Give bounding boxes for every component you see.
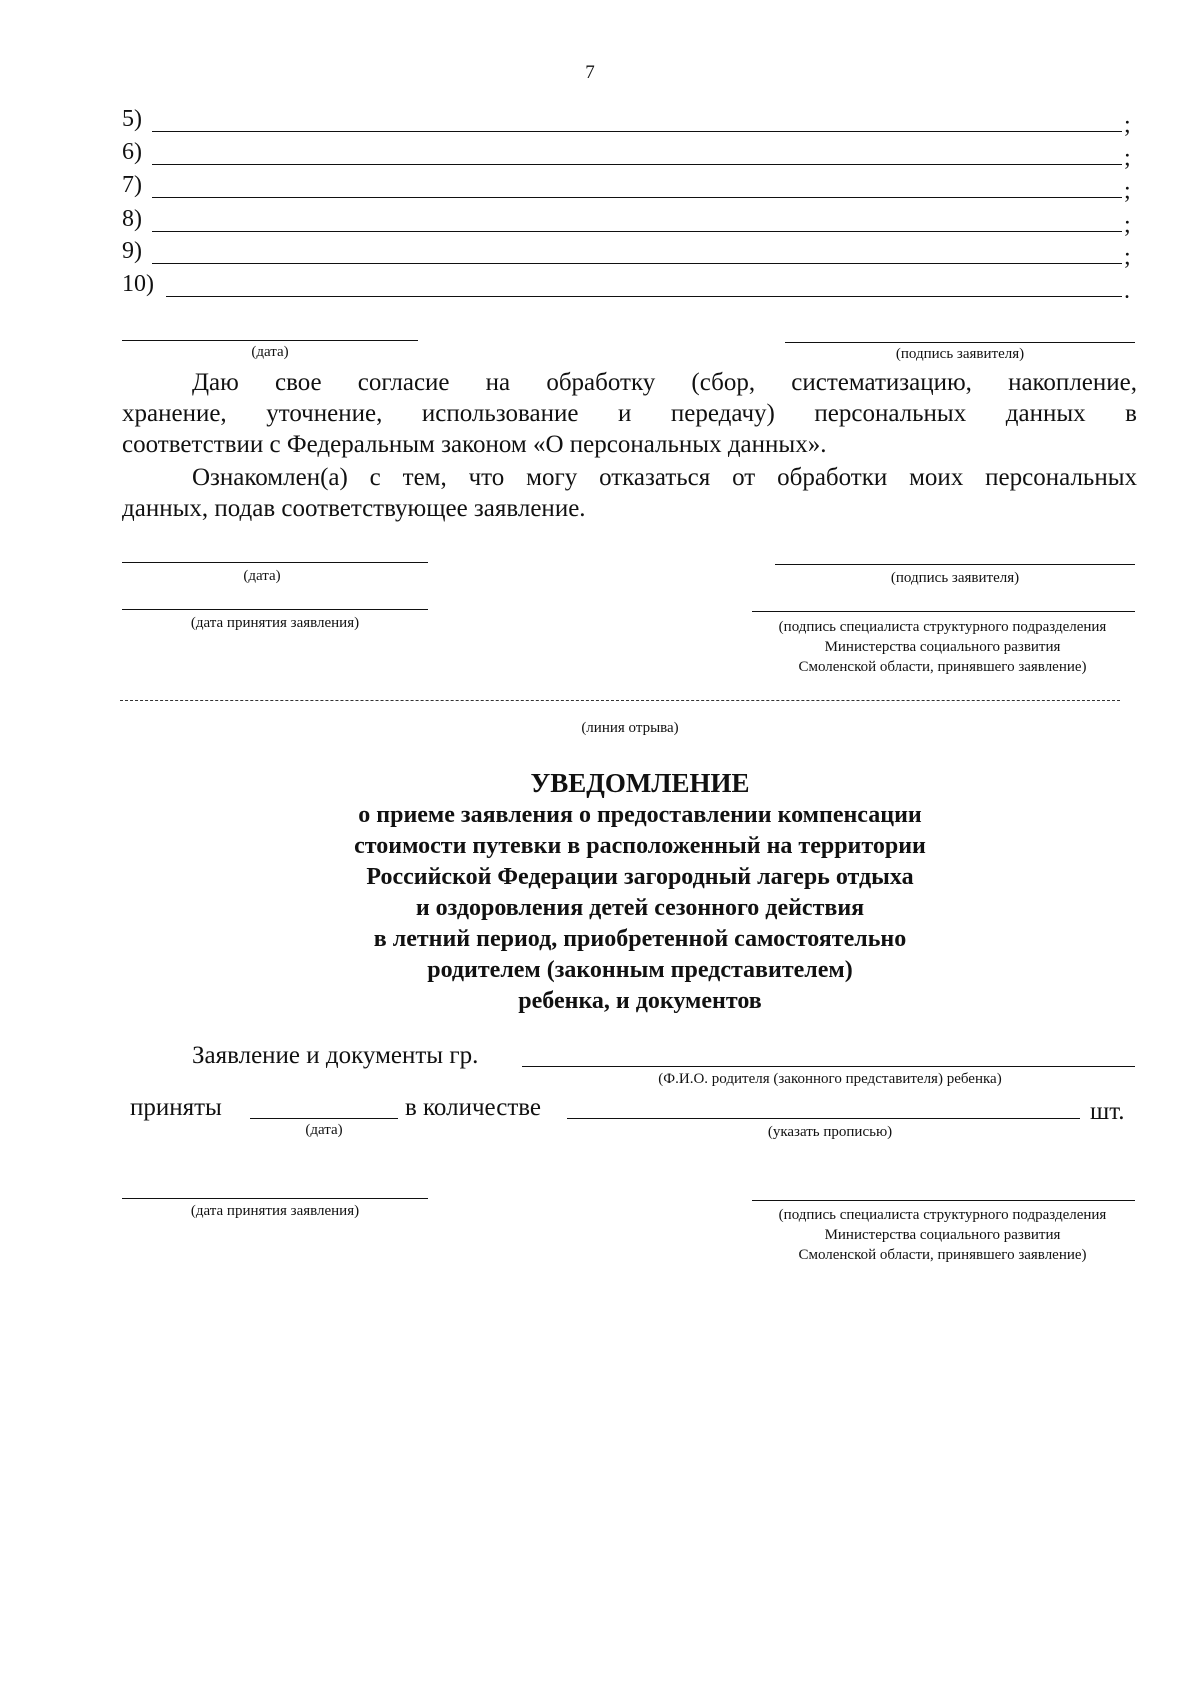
list-item-number: 10) [122,271,154,297]
notice-subtitle-line: о приеме заявления о предоставлении компенсации [358,802,922,828]
specialist-signature-caption [735,617,1150,677]
quantity-field[interactable] [567,1118,1080,1119]
quantity-label: в количестве [405,1094,542,1121]
caption-line: Министерства социального развития [824,639,1061,655]
list-item-end: ; [1124,178,1131,204]
acceptance-date-line[interactable] [122,1198,428,1199]
notice-subtitle-line: стоимости путевки в расположенный на территории [354,833,926,859]
caption-line: Смоленской области, принявшего заявление) [798,659,1087,675]
list-item-end: ; [1124,145,1131,171]
acceptance-date-caption: (дата принятия заявления) [190,615,360,631]
date-signature-line[interactable] [122,562,428,563]
acceptance-date-line[interactable] [122,609,428,610]
paragraph-line: соответствии с Федеральным законом «О персональных данных». [122,431,827,458]
list-item-end: ; [1124,244,1131,270]
caption-line: (подпись специалиста структурного подразделения [778,1207,1107,1223]
quantity-caption: (указать прописью) [767,1124,893,1140]
list-item-number: 7) [122,172,142,198]
specialist-signature-caption [735,1205,1150,1265]
caption-line: Министерства социального развития [824,1227,1061,1243]
applicant-signature-caption: (подпись заявителя) [895,346,1025,362]
paragraph-line: Ознакомлен(а) с тем, что могу отказаться от обработки моих персональных [192,464,1137,491]
tear-line [120,700,1120,701]
notice-subtitle-line: в летний период, приобретенной самостоятельно [373,926,907,952]
date-caption: (дата) [305,1122,343,1138]
accepted-date-field[interactable] [250,1118,398,1119]
list-item-blank-line[interactable] [166,296,1122,297]
paragraph-line: хранение, уточнение, использование и передачу) персональных данных в [122,400,1137,427]
list-item-end: . [1124,278,1130,304]
list-item-blank-line[interactable] [152,197,1122,198]
caption-line: Смоленской области, принявшего заявление) [798,1247,1087,1263]
notice-subtitle-line: ребенка, и документов [518,988,762,1014]
list-item-blank-line[interactable] [152,164,1122,165]
list-item-end: ; [1124,212,1131,238]
date-signature-line[interactable] [122,340,418,341]
notice-subtitle-line: Российской Федерации загородный лагерь отдыха [366,864,914,890]
applicant-signature-line[interactable] [775,564,1135,565]
paragraph-line: данных, подав соответствующее заявление. [122,495,586,522]
applicant-signature-caption: (подпись заявителя) [890,570,1020,586]
list-item-end: ; [1124,112,1131,138]
accepted-label: приняты [130,1094,222,1121]
notice-title: УВЕДОМЛЕНИЕ [530,768,750,798]
specialist-signature-line[interactable] [752,1200,1135,1201]
list-item-number: 9) [122,238,142,264]
page-number: 7 [585,62,595,83]
acceptance-date-caption: (дата принятия заявления) [190,1203,360,1219]
applicant-label: Заявление и документы гр. [192,1042,479,1069]
list-item-number: 5) [122,106,142,132]
specialist-signature-line[interactable] [752,611,1135,612]
tear-line-caption: (линия отрыва) [581,720,679,736]
notice-subtitle-line: и оздоровления детей сезонного действия [415,895,865,921]
notice-subtitle-line: родителем (законным представителем) [427,957,853,983]
list-item-blank-line[interactable] [152,231,1122,232]
applicant-name-field[interactable] [522,1066,1135,1067]
list-item-number: 6) [122,139,142,165]
unit-label: шт. [1090,1098,1125,1125]
notice-title-block [260,766,1020,1017]
applicant-name-caption: (Ф.И.О. родителя (законного представителя) ребенка) [658,1071,1002,1087]
applicant-signature-line[interactable] [785,342,1135,343]
date-caption: (дата) [243,568,281,584]
list-item-blank-line[interactable] [152,131,1122,132]
date-caption: (дата) [251,344,289,360]
caption-line: (подпись специалиста структурного подразделения [778,619,1107,635]
list-item-number: 8) [122,206,142,232]
paragraph-line: Даю свое согласие на обработку (сбор, систематизацию, накопление, [192,369,1137,396]
list-item-blank-line[interactable] [152,263,1122,264]
